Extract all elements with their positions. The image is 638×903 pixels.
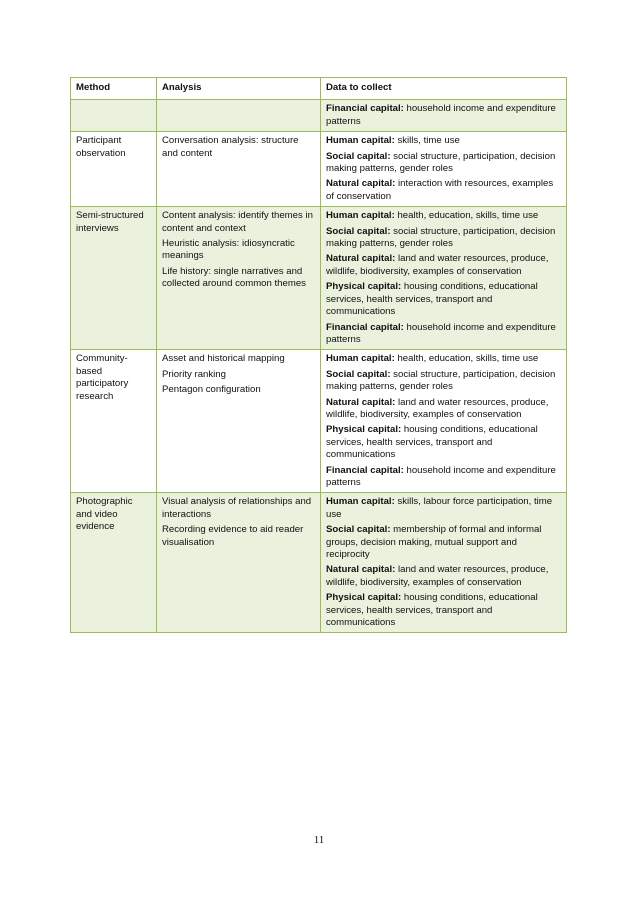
data-to-collect-cell — [321, 132, 567, 207]
analysis-cell — [157, 207, 321, 350]
table-body — [71, 100, 567, 633]
capital-label: Physical capital: — [326, 424, 402, 436]
data-to-collect-cell — [321, 100, 567, 132]
capital-item — [326, 353, 561, 365]
table-row — [71, 100, 567, 132]
capital-text: housing conditions, educational services, health services, transport and communications — [326, 424, 538, 461]
method-cell: Community-based participatory research — [71, 350, 157, 493]
method-cell: Semi-structured interviews — [71, 207, 157, 350]
analysis-item: Pentagon configuration — [162, 384, 261, 396]
capital-text: housing conditions, educational services, health services, transport and communications — [326, 592, 538, 629]
capital-text: land and water resources, produce, wildlife, biodiversity, examples of conservation — [326, 396, 549, 420]
capital-label: Human capital: — [326, 210, 395, 222]
table-row — [71, 132, 567, 207]
capital-text: household income and expenditure patterns — [326, 103, 556, 127]
capital-label: Human capital: — [326, 353, 395, 365]
analysis-item: Heuristic analysis: idiosyncratic meanings — [162, 238, 295, 262]
capital-label: Natural capital: — [326, 178, 396, 190]
capital-text: land and water resources, produce, wildlife, biodiversity, examples of conservation — [326, 564, 549, 588]
analysis-item: Recording evidence to aid reader visualisation — [162, 524, 304, 548]
analysis-item: Conversation analysis: structure and content — [162, 135, 299, 159]
capital-label: Physical capital: — [326, 281, 402, 293]
capital-label: Natural capital: — [326, 253, 396, 265]
capital-item — [326, 369, 561, 394]
analysis-cell — [157, 132, 321, 207]
capital-label: Financial capital: — [326, 464, 404, 476]
capital-text: membership of formal and informal groups, decision making, mutual support and reciprocity — [326, 524, 542, 560]
capital-label: Natural capital: — [326, 396, 396, 408]
table-row — [71, 350, 567, 493]
capital-item — [326, 151, 561, 176]
capital-item — [326, 564, 561, 589]
capital-label: Social capital: — [326, 368, 391, 380]
header-analysis: Analysis — [157, 78, 321, 100]
capital-label: Financial capital: — [326, 103, 404, 115]
table-row — [71, 207, 567, 350]
analysis-item: Content analysis: identify themes in content and context — [162, 210, 313, 234]
capital-label: Social capital: — [326, 225, 391, 237]
analysis-item: Priority ranking — [162, 368, 226, 380]
capital-item — [326, 592, 561, 629]
capital-item — [326, 524, 561, 561]
table-row — [71, 493, 567, 633]
capital-item — [326, 424, 561, 461]
method-cell — [71, 100, 157, 132]
data-to-collect-cell — [321, 207, 567, 350]
capital-text: land and water resources, produce, wildlife, biodiversity, examples of conservation — [326, 253, 549, 277]
capital-label: Human capital: — [326, 135, 395, 147]
capital-item — [326, 465, 561, 490]
page-number: 11 — [313, 834, 325, 846]
capital-text: social structure, participation, decision making patterns, gender roles — [326, 225, 556, 250]
data-to-collect-cell — [321, 493, 567, 633]
capital-text: household income and expenditure patterns — [326, 321, 556, 345]
capital-text: social structure, participation, decision making patterns, gender roles — [326, 368, 556, 393]
capital-text: household income and expenditure patterns — [326, 464, 556, 488]
capital-text: social structure, participation, decision making patterns, gender roles — [326, 150, 556, 175]
capital-text: health, education, skills, time use — [394, 353, 539, 365]
capital-label: Social capital: — [326, 150, 391, 162]
header-data-to-collect: Data to collect — [321, 78, 567, 100]
method-cell: Participant observation — [71, 132, 157, 207]
analysis-item: Life history: single narratives and collected around common themes — [162, 265, 306, 290]
capital-item — [326, 103, 561, 128]
capital-item — [326, 178, 561, 203]
capital-text: health, education, skills, time use — [394, 210, 539, 222]
method-cell: Photographic and video evidence — [71, 493, 157, 633]
capital-label: Natural capital: — [326, 564, 396, 576]
analysis-cell — [157, 350, 321, 493]
analysis-cell — [157, 493, 321, 633]
capital-label: Social capital: — [326, 524, 391, 536]
capital-item — [326, 281, 561, 318]
table-header-row — [71, 78, 567, 100]
capital-item — [326, 496, 561, 521]
capital-label: Financial capital: — [326, 321, 404, 333]
methods-table — [70, 77, 567, 633]
header-method: Method — [71, 78, 157, 100]
capital-text: housing conditions, educational services, health services, transport and communications — [326, 281, 538, 318]
capital-item — [326, 135, 561, 147]
data-to-collect-cell — [321, 350, 567, 493]
analysis-cell — [157, 100, 321, 132]
capital-text: skills, labour force participation, time use — [326, 496, 553, 520]
analysis-item: Visual analysis of relationships and interactions — [162, 496, 312, 520]
capital-item — [326, 253, 561, 278]
capital-text: interaction with resources, examples of conservation — [326, 178, 554, 202]
capital-item — [326, 210, 561, 222]
capital-label: Human capital: — [326, 496, 395, 508]
analysis-item: Asset and historical mapping — [162, 353, 285, 365]
capital-item — [326, 226, 561, 251]
capital-label: Physical capital: — [326, 592, 402, 604]
capital-item — [326, 322, 561, 347]
capital-text: skills, time use — [394, 135, 460, 147]
capital-item — [326, 397, 561, 422]
